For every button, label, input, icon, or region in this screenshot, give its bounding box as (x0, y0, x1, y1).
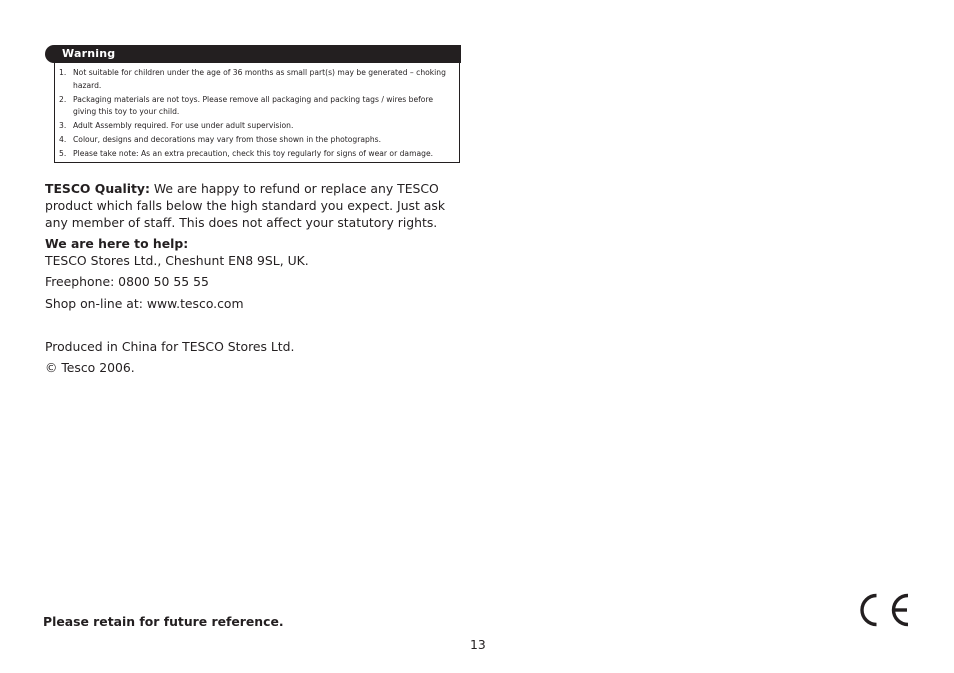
help-heading: We are here to help: (45, 236, 189, 251)
shop-online-text: Shop on-line at: www.tesco.com (45, 296, 244, 311)
warning-title: Warning (62, 47, 116, 60)
quality-label: TESCO Quality: (45, 181, 150, 196)
produced-in-text: Produced in China for TESCO Stores Ltd. (45, 339, 295, 354)
page-number: 13 (470, 637, 486, 652)
warning-item-text: Not suitable for children under the age of 36 months as small part(s) may be generated – choking hazard. (73, 68, 446, 90)
warning-item: 5. Please take note: As an extra precaution, check this toy regularly for signs of wear or damage. (59, 149, 434, 158)
warning-item: 2. Packaging materials are not toys. Please remove all packaging and packing tags / wires before giving this toy to your child. (59, 94, 434, 116)
retain-notice: Please retain for future reference. (43, 614, 284, 629)
warning-item-text: Packaging materials are not toys. Please remove all packaging and packing tags / wires before giving this toy to your child. (73, 94, 434, 116)
quality-text: We are happy to refund or replace any TESCO product which falls below the high standard you expect. Just ask any member of staff. This does not affect your statutory rights. (45, 181, 446, 230)
warning-item: 1. Not suitable for children under the age of 36 months as small part(s) may be generated – choking hazard. (59, 68, 446, 90)
warning-item-text: Adult Assembly required. For use under adult supervision. (73, 121, 294, 130)
ce-mark-icon (858, 592, 912, 628)
freephone-number: Freephone: 0800 50 55 55 (45, 274, 209, 289)
help-address: TESCO Stores Ltd., Cheshunt EN8 9SL, UK. (45, 253, 309, 268)
quality-paragraph (45, 180, 465, 231)
warning-item-text: Please take note: As an extra precaution, check this toy regularly for signs of wear or damage. (73, 149, 434, 158)
warning-header (45, 45, 461, 63)
warning-list (59, 67, 455, 162)
copyright-text: © Tesco 2006. (45, 360, 135, 375)
warning-item: 3. Adult Assembly required. For use under adult supervision. (59, 121, 294, 130)
warning-item-text: Colour, designs and decorations may vary from those shown in the photographs. (73, 135, 381, 144)
warning-item: 4. Colour, designs and decorations may vary from those shown in the photographs. (59, 135, 381, 144)
